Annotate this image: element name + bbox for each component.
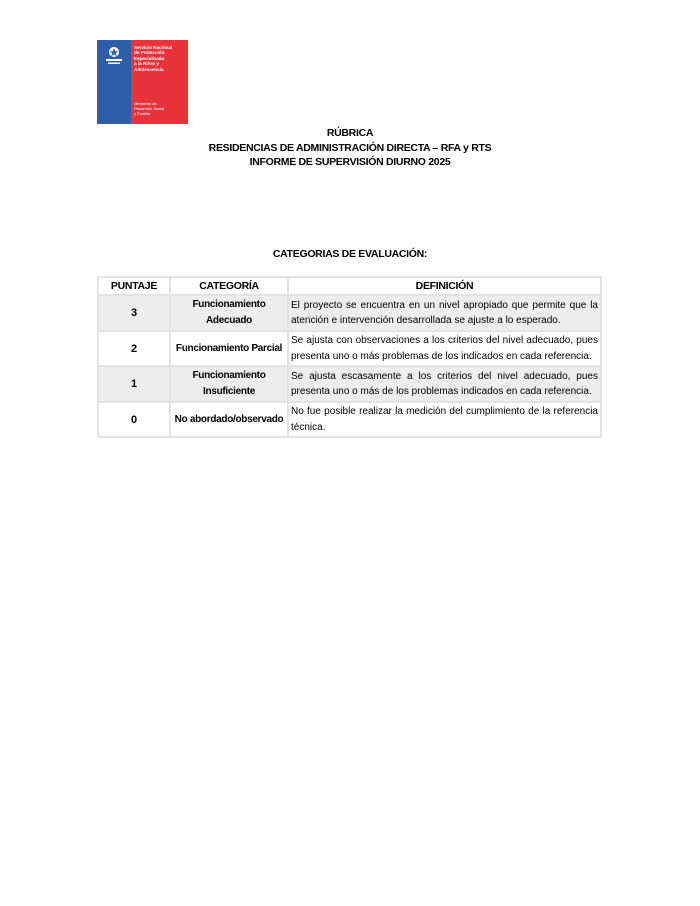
- header-categoria: CATEGORÍA: [170, 277, 288, 295]
- table-row: [98, 402, 601, 437]
- table-header-row: [98, 277, 601, 295]
- title-line-1: RÚBRICA: [326, 127, 374, 139]
- table-row: [98, 331, 601, 366]
- logo-blue-panel: [97, 40, 131, 124]
- section-title: CATEGORIAS DE EVALUACIÓN:: [272, 248, 428, 260]
- logo-red-panel: [131, 40, 188, 124]
- table-row: [98, 366, 601, 402]
- document-title: [0, 126, 700, 170]
- score-cell: 3: [98, 295, 170, 331]
- definition-cell: No fue posible realizar la medición del cumplimiento de la referencia técnica.: [288, 402, 601, 437]
- table-row: [98, 295, 601, 331]
- definition-cell: Se ajusta con observaciones a los criterios del nivel adecuado, pues presenta uno o más problemas de los indicados en cada referencia.: [288, 331, 601, 366]
- category-cell: No abordado/observado: [170, 402, 288, 437]
- coat-of-arms-icon: [103, 44, 125, 66]
- header-puntaje: PUNTAJE: [98, 277, 170, 295]
- header-definicion: DEFINICIÓN: [288, 277, 601, 295]
- category-cell: Funcionamiento Parcial: [170, 331, 288, 366]
- definition-cell: Se ajusta escasamente a los criterios del nivel adecuado, pues presenta uno o más de los problemas indicados en cada referencia.: [288, 366, 601, 402]
- score-cell: 1: [98, 366, 170, 402]
- score-cell: 0: [98, 402, 170, 437]
- definition-cell: El proyecto se encuentra en un nivel apropiado que permite que la atención e intervención desarrollada se ajuste a lo esperado.: [288, 295, 601, 331]
- category-cell: Funcionamiento Insuficiente: [170, 366, 288, 402]
- logo-subtext: Ministerio de Desarrollo Social y Familia: [134, 101, 165, 116]
- title-line-3: INFORME DE SUPERVISIÓN DIURNO 2025: [249, 156, 451, 168]
- rubric-table: [97, 276, 602, 438]
- score-cell: 2: [98, 331, 170, 366]
- category-cell: Funcionamiento Adecuado: [170, 295, 288, 331]
- logo-text: Servicio Nacional de Protección Especializada a la Niñez y Adolescencia: [134, 45, 173, 72]
- title-line-2: RESIDENCIAS DE ADMINISTRACIÓN DIRECTA – RFA y RTS: [208, 141, 492, 154]
- institution-logo: [97, 40, 188, 124]
